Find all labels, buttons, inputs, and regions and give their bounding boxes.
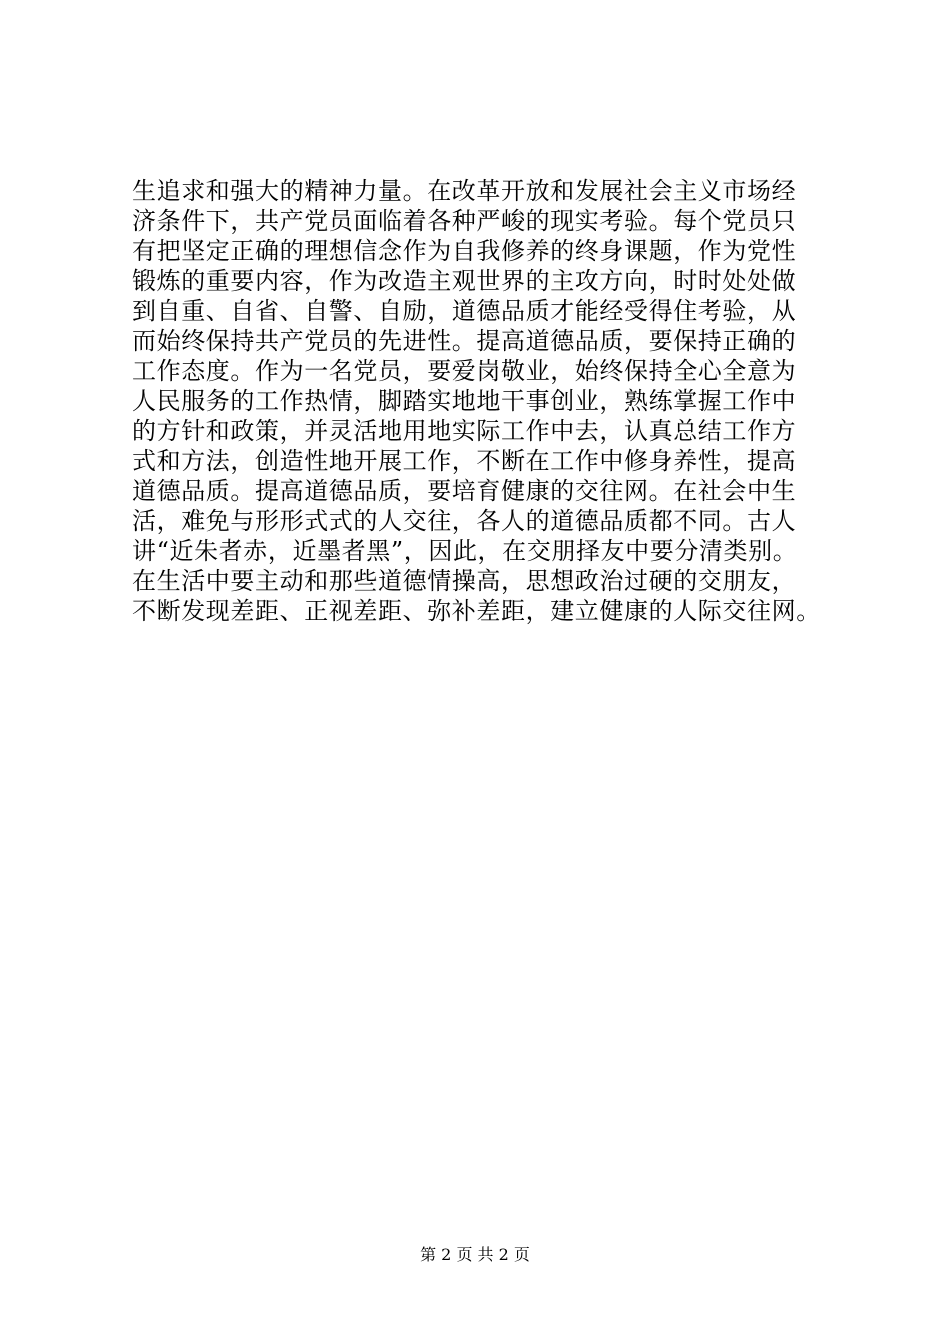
text-line: 到自重、自省、自警、自励，道德品质才能经受得住考验，从 bbox=[132, 297, 797, 325]
text-line: 生追求和强大的精神力量。在改革开放和发展社会主义市场经 bbox=[132, 177, 797, 205]
text-line: 而始终保持共产党员的先进性。提高道德品质，要保持正确的 bbox=[132, 327, 797, 355]
text-line: 人民服务的工作热情，脚踏实地地干事创业，熟练掌握工作中 bbox=[132, 387, 797, 415]
text-line: 济条件下，共产党员面临着各种严峻的现实考验。每个党员只 bbox=[132, 207, 797, 235]
page-number-label: 第 2 页 共 2 页 bbox=[420, 1245, 530, 1264]
text-line: 锻炼的重要内容，作为改造主观世界的主攻方向，时时处处做 bbox=[132, 267, 797, 295]
page-footer bbox=[0, 1244, 950, 1266]
text-line: 的方针和政策，并灵活地用地实际工作中去，认真总结工作方 bbox=[132, 417, 797, 445]
text-line: 不断发现差距、正视差距、弥补差距，建立健康的人际交往网。 bbox=[132, 597, 821, 625]
text-line: 式和方法，创造性地开展工作，不断在工作中修身养性，提高 bbox=[132, 447, 797, 475]
text-line: 在生活中要主动和那些道德情操高，思想政治过硬的交朋友， bbox=[132, 567, 797, 595]
text-line: 讲“近朱者赤，近墨者黑”，因此，在交朋择友中要分清类别。 bbox=[132, 537, 798, 565]
body-text bbox=[132, 176, 832, 626]
text-line: 道德品质。提高道德品质，要培育健康的交往网。在社会中生 bbox=[132, 477, 797, 505]
text-line: 工作态度。作为一名党员，要爱岗敬业，始终保持全心全意为 bbox=[132, 357, 797, 385]
text-line: 活，难免与形形式式的人交往，各人的道德品质都不同。古人 bbox=[132, 507, 797, 535]
text-line: 有把坚定正确的理想信念作为自我修养的终身课题，作为党性 bbox=[132, 237, 797, 265]
